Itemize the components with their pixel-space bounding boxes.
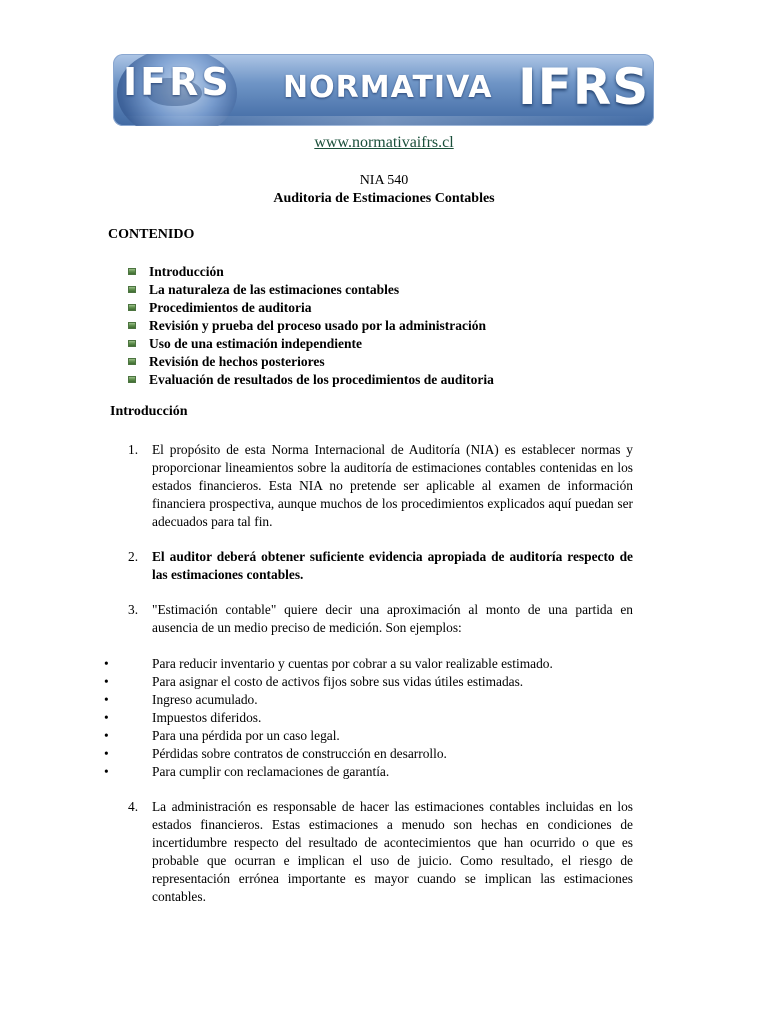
contents-item: Evaluación de resultados de los procedimientos de auditoria <box>128 371 494 389</box>
contents-item: Introducción <box>128 263 494 281</box>
paragraph-number: 4. <box>128 799 139 814</box>
bullet-dot: • <box>104 656 109 671</box>
list-item: • Para reducir inventario y cuentas por cobrar a su valor realizable estimado. <box>104 656 553 671</box>
bullet-square-icon <box>128 268 136 275</box>
paragraph-number: 1. <box>128 442 139 457</box>
section-heading-introduction: Introducción <box>110 404 188 419</box>
bullet-square-icon <box>128 358 136 365</box>
paragraph-number: 2. <box>128 549 139 564</box>
list-item: • Para asignar el costo de activos fijos sobre sus vidas útiles estimadas. <box>104 674 524 689</box>
bullet-dot: • <box>104 710 109 725</box>
header-banner <box>113 54 654 126</box>
paragraph-2: El auditor deberá obtener suficiente evidencia apropiada de auditoría respecto de las estimaciones contables. <box>152 549 633 582</box>
website-link[interactable]: www.normativaifrs.cl <box>314 134 454 151</box>
contents-item: Revisión y prueba del proceso usado por la administración <box>128 317 494 335</box>
bullet-square-icon <box>128 304 136 311</box>
banner-title: NORMATIVA <box>283 70 493 105</box>
banner-title-accent: IFRS <box>518 58 650 116</box>
paragraph-number: 3. <box>128 602 139 617</box>
paragraph-3: "Estimación contable" quiere decir una aproximación al monto de una partida en ausencia de un medio preciso de medición. Son ejemplos: <box>152 602 633 635</box>
bullet-square-icon <box>128 286 136 293</box>
contents-item: La naturaleza de las estimaciones contables <box>128 281 494 299</box>
list-item: • Para una pérdida por un caso legal. <box>104 728 340 743</box>
document-title: Auditoria de Estimaciones Contables <box>273 191 495 206</box>
contents-item: Revisión de hechos posteriores <box>128 353 494 371</box>
bullet-dot: • <box>104 764 109 779</box>
bullet-square-icon <box>128 376 136 383</box>
bullet-dot: • <box>104 728 109 743</box>
examples-list <box>104 655 553 781</box>
list-item: • Pérdidas sobre contratos de construcción en desarrollo. <box>104 746 447 761</box>
bullet-dot: • <box>104 692 109 707</box>
contents-item: Uso de una estimación independiente <box>128 335 494 353</box>
bullet-dot: • <box>104 674 109 689</box>
contents-list <box>128 263 494 389</box>
contents-item: Procedimientos de auditoria <box>128 299 494 317</box>
contents-heading: CONTENIDO <box>108 227 195 242</box>
list-item: • Ingreso acumulado. <box>104 692 258 707</box>
paragraph-1: El propósito de esta Norma Internacional de Auditoría (NIA) es establecer normas y proporcionar lineamientos sobre la auditoría de estimaciones contables contenidas en los estados financieros. Esta NIA no pretende ser aplicable al examen de información financiera prospectiva, aunque muchos de los procedimientos explicados aquí puedan ser adecuados para tal fin. <box>152 442 633 529</box>
banner-stripe <box>113 116 654 126</box>
bullet-square-icon <box>128 340 136 347</box>
document-number: NIA 540 <box>359 173 409 188</box>
list-item: • Para cumplir con reclamaciones de garantía. <box>104 764 390 779</box>
list-item: • Impuestos diferidos. <box>104 710 262 725</box>
bullet-dot: • <box>104 746 109 761</box>
bullet-square-icon <box>128 322 136 329</box>
paragraph-4: La administración es responsable de hacer las estimaciones contables incluidas en los estados financieros. Estas estimaciones a menudo son hechas en condiciones de incertidumbre respecto del resultado de acontecimientos que han ocurrido o que es probable que ocurran e implican el uso de juicio. Como resultado, el riesgo de representación errónea importante es mayor cuando se implican las estimaciones contables. <box>152 799 633 904</box>
banner-logo-text: IFRS <box>123 60 232 104</box>
